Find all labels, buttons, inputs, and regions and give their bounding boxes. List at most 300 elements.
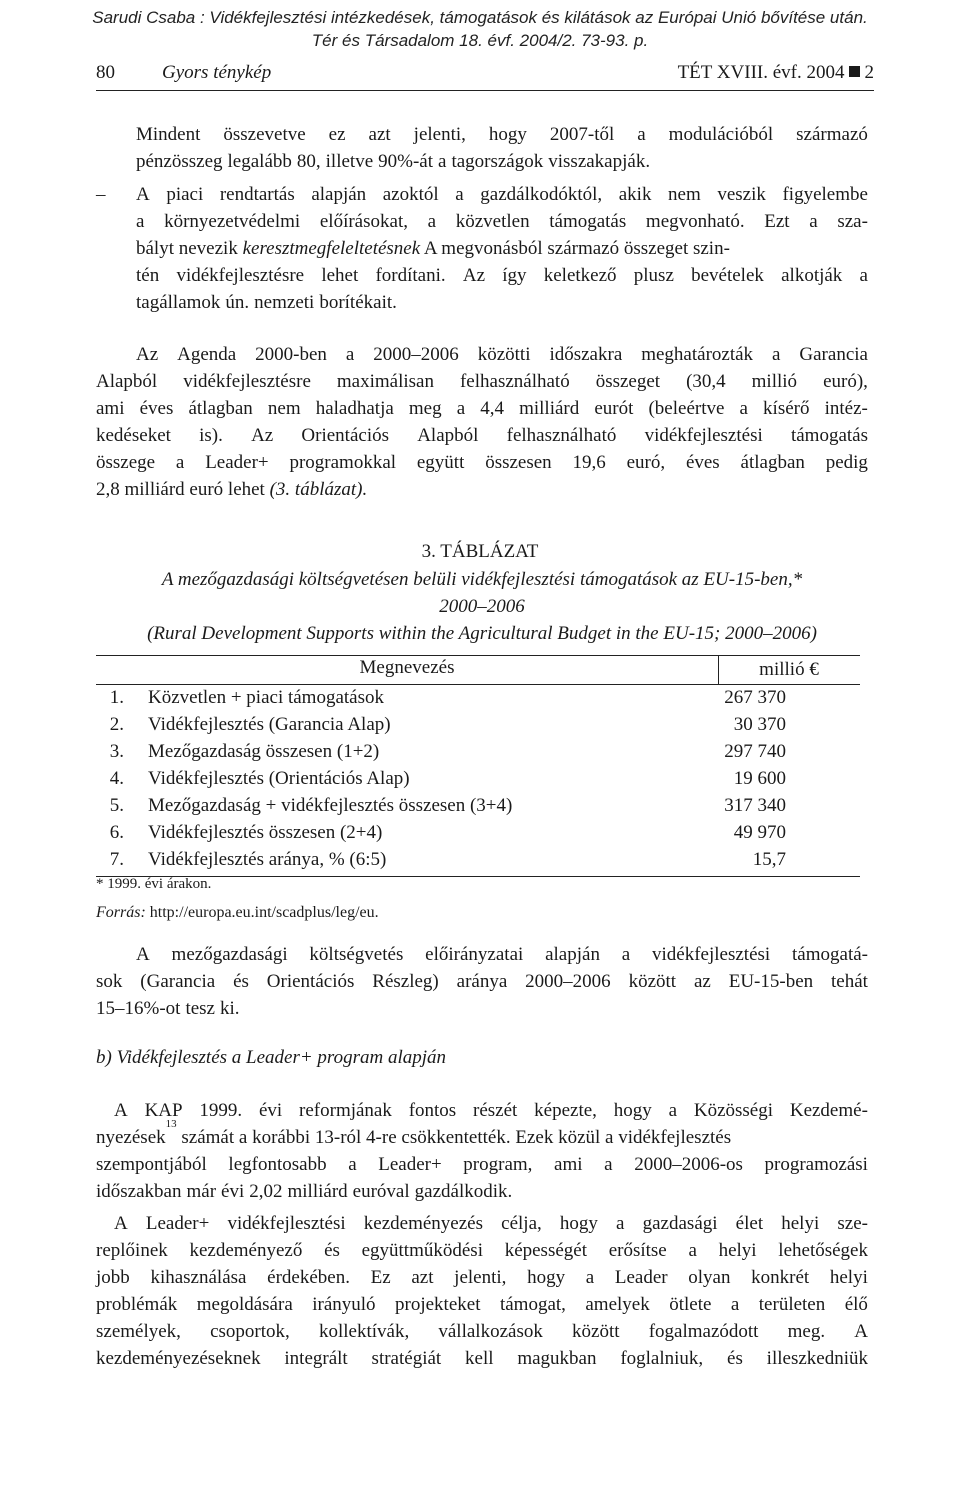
word: képességét	[504, 1240, 587, 1261]
word: támogatás	[549, 211, 627, 232]
word: gazdálkodik.	[414, 1181, 513, 1202]
word: a	[637, 124, 646, 145]
word: meghatározták	[641, 344, 754, 365]
word: Ezt	[764, 211, 790, 232]
word: visszakapják.	[548, 151, 651, 172]
text-line	[96, 968, 868, 995]
word: magukban	[517, 1348, 597, 1369]
column-header-name: Megnevezés	[359, 657, 455, 678]
word: helyi	[829, 1267, 868, 1288]
word: a	[859, 265, 868, 286]
word: a	[175, 452, 185, 473]
word: közvetlen	[455, 211, 530, 232]
word: projekteket	[395, 1294, 481, 1315]
word: részét	[473, 1100, 518, 1121]
word: Kezdemé-	[789, 1100, 868, 1121]
word: a	[730, 1294, 740, 1315]
journal-issue: 2	[864, 62, 874, 83]
word: költségvetés	[309, 944, 404, 965]
word: alapján	[545, 944, 600, 965]
word: ún.	[225, 292, 250, 313]
word: összesen	[485, 452, 552, 473]
word: ötlete	[669, 1294, 712, 1315]
journal-name: TÉT XVIII. évf. 2004	[677, 62, 845, 83]
text-line	[96, 1264, 868, 1291]
table-row	[96, 822, 860, 849]
table-caption: 3. TÁBLÁZAT	[421, 541, 539, 562]
word: személyek,	[96, 1321, 181, 1342]
word: lehet	[321, 265, 359, 286]
word: stratégiát	[371, 1348, 442, 1369]
word: tagállamok	[136, 292, 221, 313]
row-value: 30 370	[733, 714, 786, 735]
table-row	[96, 687, 860, 714]
dash-item	[96, 181, 868, 316]
word: éves	[685, 452, 720, 473]
word: hogy	[559, 1213, 598, 1234]
table-row	[96, 849, 860, 876]
word: Közösségi	[693, 1100, 774, 1121]
word: nemzeti	[254, 292, 315, 313]
word: nem	[267, 398, 301, 419]
word: intéz-	[824, 398, 868, 419]
word: tesz	[185, 998, 215, 1019]
word: foglalniuk,	[620, 1348, 704, 1369]
word: fontos	[408, 1100, 457, 1121]
word: közötti	[477, 344, 531, 365]
text-line	[96, 1318, 868, 1345]
word: sok	[96, 971, 123, 992]
word: Alapból	[417, 425, 479, 446]
word: Az	[462, 265, 486, 286]
word: vidékfejlesztésre	[183, 371, 311, 392]
word: Részleg)	[372, 971, 439, 992]
word: plusz	[633, 265, 674, 286]
row-number: 2.	[109, 714, 124, 735]
word: vállalkozások	[438, 1321, 543, 1342]
word: a	[136, 211, 145, 232]
word: ami	[96, 398, 125, 419]
word: nem	[668, 184, 701, 205]
word: sza-	[837, 211, 868, 232]
text-span: 2,8 milliárd euró lehet	[96, 479, 270, 500]
word: A	[854, 1321, 868, 1342]
word: veszik	[717, 184, 766, 205]
word: modulációból	[668, 124, 774, 145]
word: felhasználható	[459, 371, 570, 392]
word: vidékfejlesztési	[652, 944, 771, 965]
word: csoportok,	[210, 1321, 290, 1342]
word: Ez	[370, 1267, 391, 1288]
word: Alapból	[96, 371, 158, 392]
text-line	[96, 422, 868, 449]
word: Mindent	[136, 124, 201, 145]
text-line	[96, 1345, 868, 1372]
word: aránya	[456, 971, 508, 992]
word: jelenti,	[454, 1267, 507, 1288]
word: (Garancia	[140, 971, 216, 992]
text-line	[136, 235, 868, 262]
word: kezdeményezés	[363, 1213, 484, 1234]
word: évi	[221, 1181, 245, 1202]
word: kezdeményezéseknek	[96, 1348, 261, 1369]
word: jobb	[96, 1267, 130, 1288]
word: erősítse	[608, 1240, 667, 1261]
word: képezte,	[534, 1100, 597, 1121]
word: a	[739, 398, 748, 419]
word: a	[456, 398, 466, 419]
word: és	[727, 1348, 743, 1369]
section-subheading: b) Vidékfejlesztés a Leader+ program alapján	[96, 1047, 447, 1068]
paragraph-kap	[96, 1097, 868, 1205]
word: átlagban	[188, 398, 253, 419]
word: Agenda	[177, 344, 237, 365]
text-line	[136, 181, 868, 208]
word: EU-15-ben	[728, 971, 814, 992]
word: euró,	[626, 452, 666, 473]
journal-info	[678, 62, 874, 84]
word: a	[438, 151, 447, 172]
block-1	[136, 121, 868, 175]
word: kihasználása	[150, 1267, 247, 1288]
source-url: http://europa.eu.int/scadplus/leg/eu.	[149, 904, 379, 921]
word: hogy	[488, 124, 527, 145]
table-top-rule	[96, 655, 860, 656]
word: összevetve	[223, 124, 306, 145]
text-line	[96, 1237, 868, 1264]
word: piaci	[166, 184, 204, 205]
row-number: 3.	[109, 741, 124, 762]
source-label: Forrás:	[96, 904, 146, 921]
text-line	[96, 341, 868, 368]
word: 2000–2006	[525, 971, 611, 992]
table-row	[96, 741, 860, 768]
text-line	[96, 941, 868, 968]
word: azt	[368, 124, 391, 145]
word: élő	[844, 1294, 868, 1315]
text-span: nyezések	[96, 1127, 166, 1148]
text-line	[96, 1178, 868, 1205]
word: 19,6	[572, 452, 606, 473]
word: figyelembe	[782, 184, 868, 205]
word: között	[572, 1321, 620, 1342]
word: jelenti,	[413, 124, 466, 145]
table-source	[96, 904, 379, 922]
word: problémák	[96, 1294, 178, 1315]
word: reformjának	[299, 1100, 392, 1121]
page-number: 80	[96, 62, 115, 83]
word: 80,	[296, 151, 321, 172]
word: euró),	[823, 371, 868, 392]
word: lehetőségek	[778, 1240, 868, 1261]
text-line	[136, 121, 868, 148]
word: Orientációs	[266, 971, 355, 992]
citation-line-2: Tér és Társadalom 18. évf. 2004/2. 73-93. p.	[311, 31, 649, 50]
word: a	[604, 1154, 613, 1175]
word: éves	[139, 398, 174, 419]
word: Garancia	[799, 344, 868, 365]
dash-bullet: –	[96, 184, 106, 205]
table-row	[96, 768, 860, 795]
word: a	[772, 344, 781, 365]
text-line	[136, 289, 868, 316]
word: célja,	[501, 1213, 542, 1234]
word: pedig	[825, 452, 868, 473]
word: támogatá-	[792, 944, 868, 965]
footnote-ref: 13	[165, 1118, 177, 1130]
text-line	[96, 449, 868, 476]
word: tehát	[831, 971, 868, 992]
word: és	[324, 1240, 340, 1261]
section-name: Gyors ténykép	[162, 62, 272, 83]
paragraph-agenda	[96, 341, 868, 503]
word: rendtartás	[219, 184, 295, 205]
table-title-en: (Rural Development Supports within the Agricultural Budget in the EU-15; 2000–2006)	[147, 623, 817, 644]
column-header-value: millió €	[759, 659, 819, 680]
word: keletkező	[543, 265, 617, 286]
row-value: 19 600	[733, 768, 786, 789]
word: 2000–2006-os	[634, 1154, 743, 1175]
word: a	[668, 1100, 678, 1121]
text-line	[136, 208, 868, 235]
word: amelyek	[585, 1294, 650, 1315]
text-line	[96, 1291, 868, 1318]
table-header-rule	[96, 684, 860, 685]
row-label: Vidékfejlesztés aránya, % (6:5)	[148, 849, 387, 870]
word: 4,4	[480, 398, 504, 419]
text-line	[96, 1097, 868, 1124]
word: fogalmazódott	[648, 1321, 759, 1342]
word: olyan	[688, 1267, 731, 1288]
table-title-hu: A mezőgazdasági költségvetésen belüli vidékfejlesztési támogatások az EU-15-ben,*	[161, 569, 803, 590]
word: 2000-ben	[255, 344, 327, 365]
word: 2000–2006	[373, 344, 459, 365]
word: 2,02	[249, 1181, 283, 1202]
word: ki.	[219, 998, 240, 1019]
word: a	[455, 184, 464, 205]
table-row	[96, 795, 860, 822]
row-label: Közvetlen + piaci támogatások	[148, 687, 384, 708]
word: alapján	[311, 184, 367, 205]
word: meg	[408, 398, 442, 419]
word: legalább	[227, 151, 292, 172]
word: alkotják	[781, 265, 843, 286]
term-keresztmegfeleltetes: keresztmegfeleltetésnek	[242, 238, 421, 259]
word: vidékfejlesztési	[227, 1213, 346, 1234]
word: vidékfejlesztési	[644, 425, 763, 446]
word: kedéseket	[96, 425, 171, 446]
text-span: bályt nevezik	[136, 238, 243, 259]
word: a	[348, 1154, 357, 1175]
word: szempontjából	[96, 1154, 207, 1175]
word: között	[628, 971, 677, 992]
word: millió	[751, 371, 798, 392]
word: fordítani.	[375, 265, 446, 286]
word: megvonható.	[645, 211, 745, 232]
word: vidékfejlesztésre	[176, 265, 305, 286]
word: kezdeményező	[189, 1240, 303, 1261]
word: helyi	[718, 1240, 757, 1261]
text-line	[96, 1151, 868, 1178]
word: A	[136, 184, 150, 205]
word: Az	[136, 344, 159, 365]
word: gazdasági	[642, 1213, 718, 1234]
word: a	[621, 944, 631, 965]
word: Leader+	[145, 1213, 210, 1234]
table-footnote: * 1999. évi árakon.	[96, 876, 212, 892]
word: felhasználható	[506, 425, 617, 446]
word: hogy	[527, 1267, 566, 1288]
word: származó	[796, 124, 868, 145]
word: replőinek	[96, 1240, 168, 1261]
word: sze-	[837, 1213, 868, 1234]
text-span: A megvonásból származó összeget szin-	[420, 238, 730, 259]
word: ami	[554, 1154, 583, 1175]
word: 90%-át	[378, 151, 433, 172]
word: élet	[735, 1213, 764, 1234]
word: ez	[328, 124, 346, 145]
word: 1999.	[199, 1100, 243, 1121]
word: támogat,	[499, 1294, 566, 1315]
word: tén	[136, 265, 160, 286]
word: előírásokat,	[319, 211, 408, 232]
word: integrált	[284, 1348, 348, 1369]
word: kísérő	[763, 398, 810, 419]
word: a	[809, 211, 818, 232]
row-label: Vidékfejlesztés (Garancia Alap)	[148, 714, 391, 735]
square-bullet-icon	[849, 66, 860, 77]
table-row	[96, 714, 860, 741]
word: a	[616, 1213, 625, 1234]
word: Leader	[614, 1267, 668, 1288]
word: összeget	[595, 371, 661, 392]
text-line	[96, 476, 868, 503]
text-line	[136, 262, 868, 289]
citation-line-1: Sarudi Csaba : Vidékfejlesztési intézkedések, támogatások és kilátások az Európai Unió bővítése után.	[92, 8, 868, 27]
word: mezőgazdasági	[171, 944, 288, 965]
text-line	[96, 368, 868, 395]
word: a	[427, 211, 437, 232]
word: A	[114, 1213, 128, 1234]
word: is).	[199, 425, 223, 446]
word: az	[693, 971, 711, 992]
word: maximálisan	[336, 371, 434, 392]
word: euróval	[352, 1181, 410, 1202]
word: gazdálkodóktól,	[480, 184, 603, 205]
word: borítékait.	[319, 292, 397, 313]
word: évi	[258, 1100, 283, 1121]
row-value: 267 370	[724, 687, 786, 708]
row-number: 6.	[109, 822, 124, 843]
table-reference: (3. táblázat).	[269, 479, 368, 500]
row-label: Vidékfejlesztés (Orientációs Alap)	[148, 768, 410, 789]
word: időszakra	[549, 344, 623, 365]
word: Orientációs	[301, 425, 389, 446]
text-line	[96, 1118, 868, 1151]
word: (beleértve	[648, 398, 725, 419]
row-label: Mezőgazdaság + vidékfejlesztés összesen (3+4)	[148, 795, 513, 816]
row-number: 1.	[109, 687, 124, 708]
word: legfontosabb	[228, 1154, 327, 1175]
word: a	[585, 1267, 595, 1288]
row-label: Mezőgazdaság összesen (1+2)	[148, 741, 380, 762]
word: illeszkedniük	[766, 1348, 868, 1369]
row-number: 4.	[109, 768, 124, 789]
word: környezetvédelmi	[164, 211, 301, 232]
word: megoldására	[196, 1294, 293, 1315]
row-value: 15,7	[752, 849, 786, 870]
running-header	[96, 62, 874, 91]
paragraph-ratio	[96, 941, 868, 1022]
word: átlagban	[740, 452, 805, 473]
word: területen	[758, 1294, 826, 1315]
row-value: 49 970	[733, 822, 786, 843]
word: milliárd	[287, 1181, 348, 1202]
text-line	[96, 1210, 868, 1237]
word: együttműködési	[361, 1240, 483, 1261]
word: így	[502, 265, 527, 286]
word: konkrét	[751, 1267, 810, 1288]
word: programokkal	[289, 452, 397, 473]
word: Leader+	[205, 452, 269, 473]
word: 2007-től	[549, 124, 615, 145]
word: kell	[465, 1348, 494, 1369]
word: A	[114, 1100, 128, 1121]
word: a	[688, 1240, 697, 1261]
paragraph-leader	[96, 1210, 868, 1372]
word: akik	[618, 184, 652, 205]
row-value: 317 340	[724, 795, 786, 816]
table-title-years: 2000–2006	[439, 596, 525, 617]
word: időszakban	[96, 1181, 182, 1202]
row-number: 5.	[109, 795, 124, 816]
word: azoktól	[382, 184, 439, 205]
word: hogy	[613, 1100, 652, 1121]
word: érdekében.	[267, 1267, 350, 1288]
word: eurót	[594, 398, 634, 419]
word: haladhatja	[315, 398, 394, 419]
word: azt	[411, 1267, 434, 1288]
word: és	[233, 971, 249, 992]
row-label: Vidékfejlesztés összesen (2+4)	[148, 822, 383, 843]
text-span: számát a korábbi 13-ról 4-re csökkentették. Ezek közül a vidékfejlesztés	[176, 1127, 732, 1148]
word: együtt	[416, 452, 465, 473]
word: irányuló	[312, 1294, 376, 1315]
text-line	[96, 395, 868, 422]
word: már	[186, 1181, 217, 1202]
word: előirányzatai	[425, 944, 524, 965]
row-value: 297 740	[724, 741, 786, 762]
text-line	[136, 148, 868, 175]
word: Leader+	[378, 1154, 442, 1175]
word: meg.	[787, 1321, 826, 1342]
word: (30,4	[686, 371, 726, 392]
row-number: 7.	[109, 849, 124, 870]
text-line	[96, 995, 868, 1022]
word: programozási	[764, 1154, 868, 1175]
word: bevételek	[691, 265, 764, 286]
word: A	[136, 944, 150, 965]
word: pénzösszeg	[136, 151, 223, 172]
word: Az	[251, 425, 274, 446]
word: támogatás	[790, 425, 868, 446]
word: illetve	[325, 151, 374, 172]
word: kollektívák,	[318, 1321, 410, 1342]
word: a	[345, 344, 355, 365]
word: 15–16%-ot	[96, 998, 181, 1019]
word: tagországok	[451, 151, 544, 172]
word: program,	[463, 1154, 533, 1175]
